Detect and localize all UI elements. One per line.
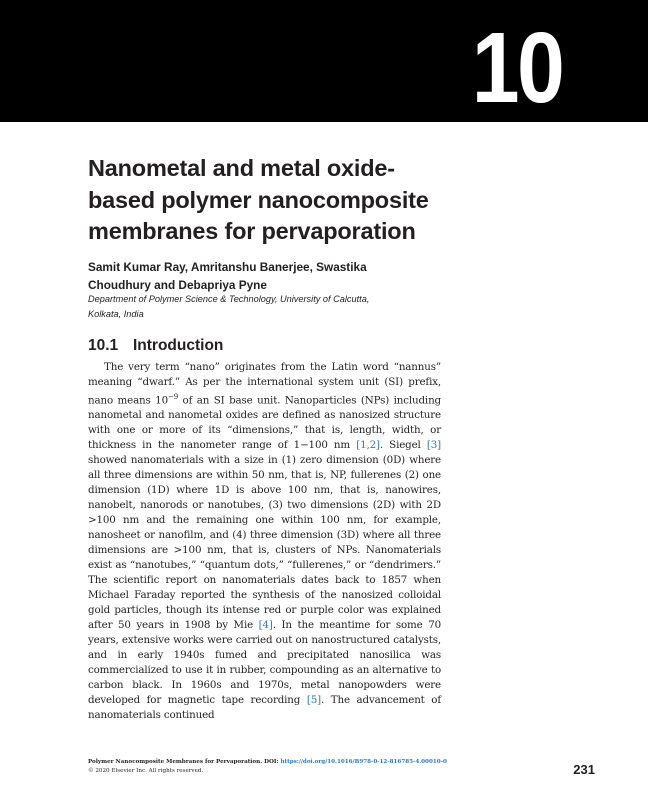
section-number: 10.1 [88, 337, 119, 354]
citation-link[interactable]: [3] [426, 439, 441, 452]
paragraph-text: . Siegel [379, 439, 427, 452]
paragraph-text: . The advancement of nanomaterials continued [88, 694, 441, 722]
exponent: −9 [168, 393, 179, 401]
page-number: 231 [573, 762, 595, 777]
doi-link[interactable]: https://doi.org/10.1016/B978-0-12-816785-4.00010-0 [280, 759, 447, 765]
paragraph-text: . In the meantime for some 70 years, extensive works were carried out on nanostructured catalysts, and in early 1940s fumed and precipitated nanosilica was commercialized to use it in rubber, compounding as an alternative to carbon black. In 1960s and 1970s, metal nanopowders were developed for magnetic tape recording [88, 619, 441, 707]
chapter-title-line: Nanometal and metal oxide- [88, 155, 395, 181]
page-footer [88, 758, 508, 776]
copyright: © 2020 Elsevier Inc. All rights reserved. [88, 768, 204, 774]
citation-link[interactable]: [1,2] [356, 439, 380, 452]
doi-label: DOI: [262, 759, 281, 765]
chapter-number: 10 [471, 12, 562, 124]
chapter-title-line: based polymer nanocomposite [88, 186, 429, 213]
section-title: Introduction [133, 337, 224, 354]
chapter-title-line: membranes for pervaporation [88, 218, 416, 244]
affiliation-line: Department of Polymer Science & Technology, University of Calcutta, [88, 294, 370, 304]
citation-link[interactable]: [4] [258, 619, 273, 632]
chapter-title [88, 153, 468, 248]
affiliation-line: Kolkata, India [88, 309, 144, 319]
author-line: Samit Kumar Ray, Amritanshu Banerjee, Swastika [88, 260, 367, 274]
author-line: Choudhury and Debapriya Pyne [88, 278, 267, 292]
footer-citation-line [88, 758, 508, 767]
introduction-paragraph [88, 360, 441, 723]
book-title: Polymer Nanocomposite Membranes for Pervaporation. [88, 759, 263, 765]
section-heading [88, 336, 223, 356]
paragraph-text: showed nanomaterials with a size in (1) zero dimension (0D) where all three dimensions are within 50 nm, that is, NP, fullerenes (2) one dimension (1D) where 1D is above 100 nm, that is, nanowires, nanobelt, nanorods or nanotubes, (3) two dimensions (2D) with 2D >100 nm and the remaining one within 100 nm, for example, nanosheet or nanofilm, and (4) three dimension (3D) where all three dimensions are >100 nm, that is, clusters of NPs. Nanomaterials exist as “nanotubes,” “quantum dots,” “fullerenes,” or “dendrimers.” The scientific report on nanomaterials dates back to 1857 when Michael Faraday reported the synthesis of the nanosized colloidal gold particles, though its intense red or purple color was explained after 50 years in 1908 by Mie [88, 454, 441, 632]
citation-link[interactable]: [5] [306, 694, 321, 707]
author-list [88, 258, 448, 294]
chapter-banner [0, 0, 648, 122]
affiliation [88, 292, 448, 322]
paragraph-text: The very term “nano” originates from the Latin word “nannus” meaning “dwarf.” As per the international system unit (SI) prefix, nano means 10 [88, 361, 441, 407]
paragraph-text: of an SI base unit. Nanoparticles (NPs) including nanometal and nanometal oxides are defined as nanosized structure with one or more of its “dimensions,” that is, length, width, or thickness in the nanometer range of 1−100 nm [88, 394, 441, 452]
